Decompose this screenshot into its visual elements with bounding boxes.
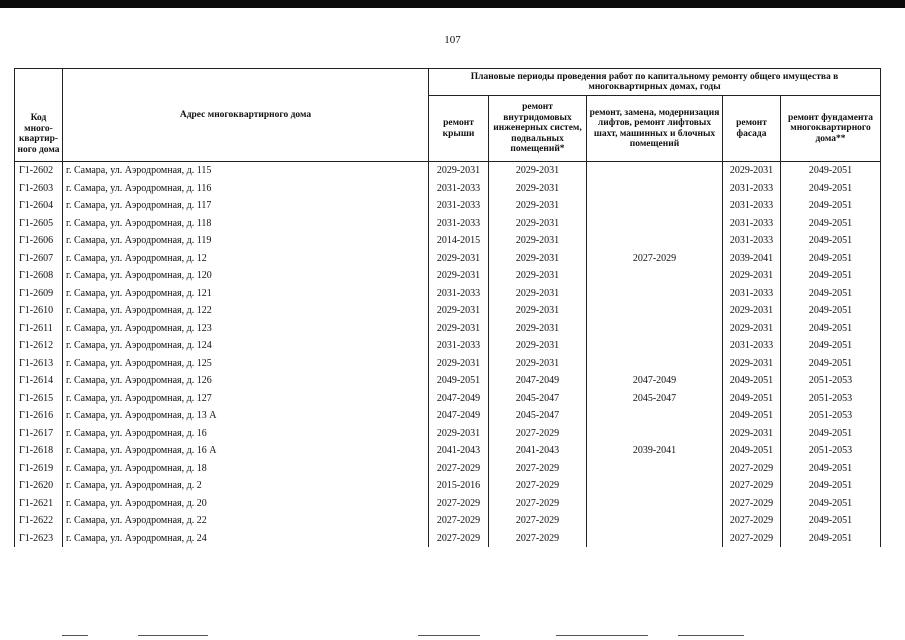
cell-foundation: 2049-2051 [781,215,881,233]
cell-code: Г1-2613 [15,355,63,373]
cell-facade: 2031-2033 [723,232,781,250]
cell-foundation: 2049-2051 [781,495,881,513]
page-number: 107 [444,34,461,46]
cell-address: г. Самара, ул. Аэродромная, д. 120 [63,267,429,285]
cell-code: Г1-2607 [15,250,63,268]
table-row [15,390,881,408]
cell-foundation: 2051-2053 [781,442,881,460]
cell-code: Г1-2615 [15,390,63,408]
cell-foundation: 2049-2051 [781,337,881,355]
cell-foundation: 2051-2053 [781,390,881,408]
table-row [15,162,881,180]
cell-roof: 2029-2031 [429,302,489,320]
cell-code: Г1-2610 [15,302,63,320]
cell-foundation: 2049-2051 [781,180,881,198]
cell-roof: 2029-2031 [429,267,489,285]
cell-address: г. Самара, ул. Аэродромная, д. 124 [63,337,429,355]
cell-facade: 2029-2031 [723,267,781,285]
cell-code: Г1-2604 [15,197,63,215]
cell-address: г. Самара, ул. Аэродромная, д. 18 [63,460,429,478]
cell-lifts [587,460,723,478]
cell-systems: 2029-2031 [489,250,587,268]
cell-systems: 2027-2029 [489,530,587,548]
cell-facade: 2049-2051 [723,390,781,408]
cell-foundation: 2049-2051 [781,425,881,443]
cell-foundation: 2049-2051 [781,302,881,320]
cell-facade: 2031-2033 [723,285,781,303]
cell-systems: 2029-2031 [489,320,587,338]
cell-lifts [587,495,723,513]
cell-code: Г1-2619 [15,460,63,478]
cell-code: Г1-2618 [15,442,63,460]
cell-facade: 2031-2033 [723,197,781,215]
cell-lifts [587,180,723,198]
cell-address: г. Самара, ул. Аэродромная, д. 13 А [63,407,429,425]
header-roof: ремонт крыши [429,96,489,162]
header-foundation: ремонт фундамента многоквартирного дома** [781,96,881,162]
cell-address: г. Самара, ул. Аэродромная, д. 117 [63,197,429,215]
cell-code: Г1-2622 [15,512,63,530]
cell-foundation: 2049-2051 [781,197,881,215]
cell-foundation: 2049-2051 [781,162,881,180]
cell-lifts [587,320,723,338]
cell-facade: 2029-2031 [723,355,781,373]
cell-lifts [587,267,723,285]
cell-roof: 2027-2029 [429,512,489,530]
cell-lifts [587,512,723,530]
cell-facade: 2031-2033 [723,337,781,355]
table-row [15,250,881,268]
table-row [15,530,881,548]
cell-roof: 2027-2029 [429,495,489,513]
cell-address: г. Самара, ул. Аэродромная, д. 122 [63,302,429,320]
cell-address: г. Самара, ул. Аэродромная, д. 125 [63,355,429,373]
cell-foundation: 2051-2053 [781,372,881,390]
header-address: Адрес многоквартирного дома [63,69,429,162]
cell-lifts [587,197,723,215]
cell-systems: 2041-2043 [489,442,587,460]
cell-systems: 2027-2029 [489,425,587,443]
cell-systems: 2029-2031 [489,232,587,250]
cell-code: Г1-2608 [15,267,63,285]
table-row [15,495,881,513]
cell-lifts: 2047-2049 [587,372,723,390]
cell-lifts [587,162,723,180]
cell-lifts [587,355,723,373]
cell-roof: 2031-2033 [429,337,489,355]
cell-lifts [587,285,723,303]
cell-roof: 2027-2029 [429,460,489,478]
cell-systems: 2029-2031 [489,197,587,215]
table-row [15,337,881,355]
cell-roof: 2049-2051 [429,372,489,390]
cell-systems: 2047-2049 [489,372,587,390]
cell-code: Г1-2605 [15,215,63,233]
cell-systems: 2029-2031 [489,337,587,355]
cell-roof: 2027-2029 [429,530,489,548]
cell-code: Г1-2612 [15,337,63,355]
cell-address: г. Самара, ул. Аэродромная, д. 121 [63,285,429,303]
cell-facade: 2027-2029 [723,530,781,548]
cell-code: Г1-2611 [15,320,63,338]
cell-address: г. Самара, ул. Аэродромная, д. 16 [63,425,429,443]
cell-code: Г1-2617 [15,425,63,443]
cell-lifts [587,302,723,320]
cell-facade: 2027-2029 [723,477,781,495]
cell-foundation: 2049-2051 [781,355,881,373]
cell-code: Г1-2606 [15,232,63,250]
header-facade: ремонт фасада [723,96,781,162]
cell-code: Г1-2616 [15,407,63,425]
table-row [15,267,881,285]
cell-systems: 2029-2031 [489,180,587,198]
cell-facade: 2049-2051 [723,372,781,390]
cell-address: г. Самара, ул. Аэродромная, д. 116 [63,180,429,198]
cell-systems: 2045-2047 [489,390,587,408]
table-row [15,477,881,495]
cell-address: г. Самара, ул. Аэродромная, д. 126 [63,372,429,390]
cell-address: г. Самара, ул. Аэродромная, д. 118 [63,215,429,233]
table-row [15,442,881,460]
cell-roof: 2031-2033 [429,197,489,215]
cell-lifts: 2039-2041 [587,442,723,460]
cell-foundation: 2049-2051 [781,460,881,478]
cell-facade: 2029-2031 [723,320,781,338]
cell-systems: 2029-2031 [489,215,587,233]
cell-code: Г1-2603 [15,180,63,198]
cell-systems: 2029-2031 [489,267,587,285]
cell-facade: 2029-2031 [723,425,781,443]
table-row [15,197,881,215]
header-group: Плановые периоды проведения работ по капитальному ремонту общего имущества в многоквартирных домах, годы [429,69,881,96]
cell-systems: 2029-2031 [489,162,587,180]
cell-lifts [587,477,723,495]
cell-code: Г1-2620 [15,477,63,495]
cell-lifts [587,232,723,250]
cell-facade: 2049-2051 [723,407,781,425]
cell-lifts [587,425,723,443]
cell-foundation: 2051-2053 [781,407,881,425]
cell-address: г. Самара, ул. Аэродромная, д. 12 [63,250,429,268]
bottom-scan-lines [0,632,905,640]
cell-facade: 2027-2029 [723,460,781,478]
cell-systems: 2027-2029 [489,477,587,495]
cell-roof: 2041-2043 [429,442,489,460]
cell-foundation: 2049-2051 [781,267,881,285]
cell-address: г. Самара, ул. Аэродромная, д. 119 [63,232,429,250]
top-scan-border [0,0,905,8]
cell-systems: 2027-2029 [489,512,587,530]
table-row [15,407,881,425]
cell-systems: 2045-2047 [489,407,587,425]
cell-roof: 2031-2033 [429,180,489,198]
cell-roof: 2029-2031 [429,355,489,373]
cell-roof: 2015-2016 [429,477,489,495]
cell-address: г. Самара, ул. Аэродромная, д. 16 А [63,442,429,460]
cell-facade: 2027-2029 [723,512,781,530]
cell-code: Г1-2623 [15,530,63,548]
cell-lifts [587,530,723,548]
cell-lifts [587,407,723,425]
table-row [15,215,881,233]
header-systems: ремонт внутридомовых инженерных систем, подвальных помещений* [489,96,587,162]
cell-facade: 2029-2031 [723,302,781,320]
cell-facade: 2031-2033 [723,180,781,198]
table-body [15,162,881,548]
cell-foundation: 2049-2051 [781,250,881,268]
cell-roof: 2029-2031 [429,250,489,268]
cell-address: г. Самара, ул. Аэродромная, д. 123 [63,320,429,338]
cell-foundation: 2049-2051 [781,232,881,250]
cell-address: г. Самара, ул. Аэродромная, д. 24 [63,530,429,548]
table-row [15,180,881,198]
table-row [15,355,881,373]
cell-foundation: 2049-2051 [781,285,881,303]
header-code: Код много-квартир-ного дома [15,69,63,162]
table-row [15,425,881,443]
capital-repair-table [14,68,881,547]
table-row [15,302,881,320]
cell-systems: 2029-2031 [489,285,587,303]
cell-address: г. Самара, ул. Аэродромная, д. 2 [63,477,429,495]
cell-lifts: 2027-2029 [587,250,723,268]
cell-roof: 2031-2033 [429,285,489,303]
cell-code: Г1-2614 [15,372,63,390]
cell-facade: 2027-2029 [723,495,781,513]
table-row [15,372,881,390]
cell-facade: 2049-2051 [723,442,781,460]
cell-code: Г1-2621 [15,495,63,513]
cell-foundation: 2049-2051 [781,477,881,495]
table-row [15,320,881,338]
cell-systems: 2027-2029 [489,495,587,513]
cell-roof: 2047-2049 [429,390,489,408]
cell-roof: 2029-2031 [429,425,489,443]
cell-foundation: 2049-2051 [781,512,881,530]
cell-facade: 2039-2041 [723,250,781,268]
cell-code: Г1-2602 [15,162,63,180]
cell-lifts: 2045-2047 [587,390,723,408]
cell-lifts [587,337,723,355]
cell-address: г. Самара, ул. Аэродромная, д. 127 [63,390,429,408]
cell-roof: 2014-2015 [429,232,489,250]
cell-facade: 2031-2033 [723,215,781,233]
cell-address: г. Самара, ул. Аэродромная, д. 22 [63,512,429,530]
cell-roof: 2029-2031 [429,320,489,338]
table-row [15,285,881,303]
cell-facade: 2029-2031 [723,162,781,180]
table-row [15,512,881,530]
cell-systems: 2029-2031 [489,355,587,373]
cell-foundation: 2049-2051 [781,320,881,338]
cell-address: г. Самара, ул. Аэродромная, д. 20 [63,495,429,513]
cell-systems: 2027-2029 [489,460,587,478]
cell-lifts [587,215,723,233]
cell-roof: 2031-2033 [429,215,489,233]
cell-address: г. Самара, ул. Аэродромная, д. 115 [63,162,429,180]
cell-roof: 2047-2049 [429,407,489,425]
cell-roof: 2029-2031 [429,162,489,180]
cell-systems: 2029-2031 [489,302,587,320]
cell-foundation: 2049-2051 [781,530,881,548]
table-row [15,460,881,478]
header-lifts: ремонт, замена, модернизация лифтов, ремонт лифтовых шахт, машинных и блочных помещений [587,96,723,162]
table-row [15,232,881,250]
cell-code: Г1-2609 [15,285,63,303]
